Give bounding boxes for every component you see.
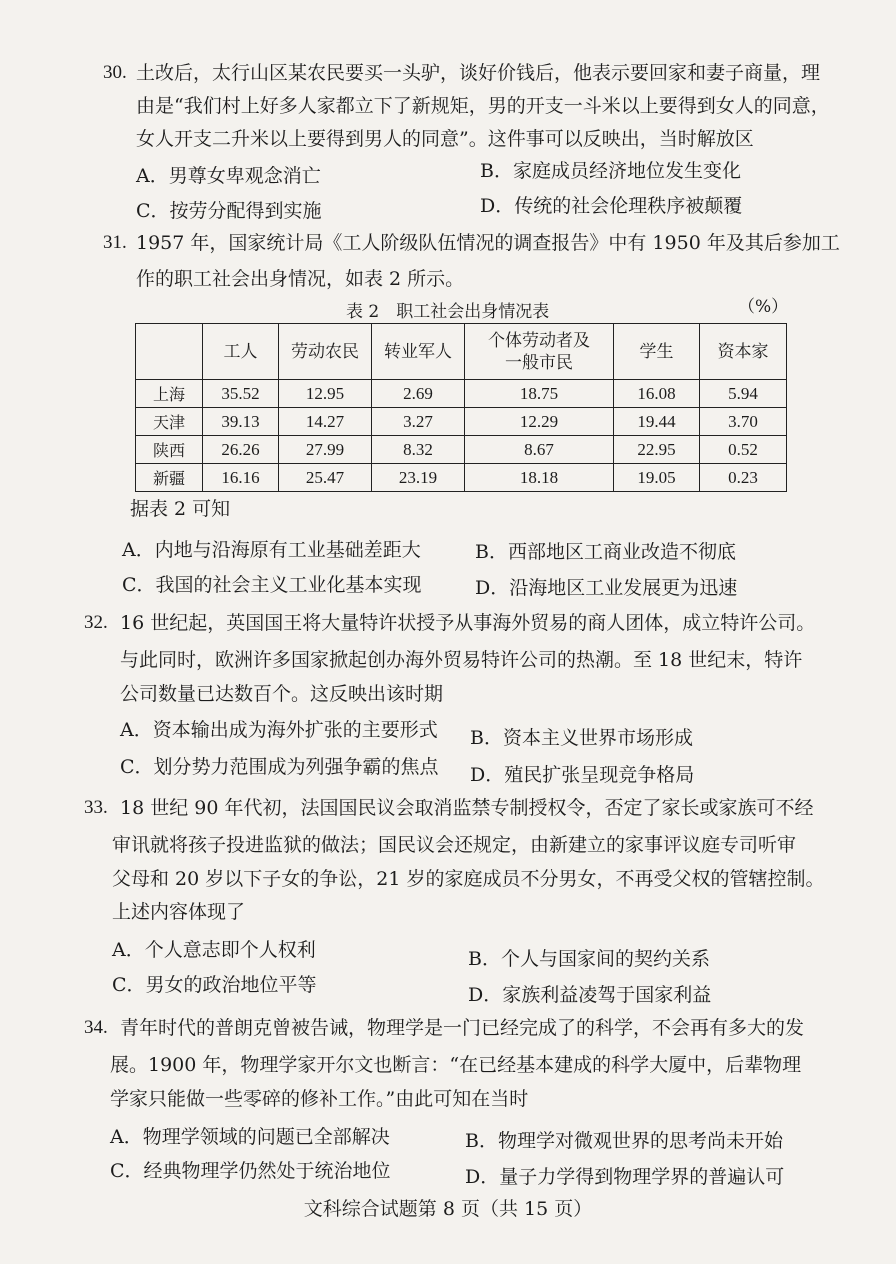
question-text-line: 青年时代的普朗克曾被告诫，物理学是一门已经完成了的科学，不会再有多大的发 [120, 1017, 805, 1039]
table-cell: 23.19 [372, 464, 465, 492]
table-cell: 8.67 [465, 436, 614, 464]
option-b: B．物理学对微观世界的思考尚未开始 [465, 1130, 783, 1152]
question-number: 30. [103, 62, 127, 83]
option-b: B．个人与国家间的契约关系 [468, 948, 710, 970]
question-text-line: 18 世纪 90 年代初，法国国民议会取消监禁专制授权令，否定了家长或家族可不经 [120, 797, 814, 819]
table-row-header: 新疆 [136, 464, 203, 492]
table-unit: （%） [738, 297, 789, 317]
table-cell: 12.29 [465, 408, 614, 436]
question-text-line: 与此同时，欧洲许多国家掀起创办海外贸易特许公司的热潮。至 18 世纪末，特许 [120, 649, 803, 671]
option-d: D．量子力学得到物理学界的普遍认可 [465, 1166, 785, 1188]
option-a: A．物理学领域的问题已全部解决 [110, 1126, 390, 1148]
table-row-header: 天津 [136, 408, 203, 436]
option-a: A．内地与沿海原有工业基础差距大 [122, 539, 421, 561]
option-d: D．家族利益凌驾于国家利益 [468, 984, 712, 1006]
option-d: D．沿海地区工业发展更为迅速 [475, 577, 738, 599]
table-cell: 18.18 [465, 464, 614, 492]
table-header-line: 个体劳动者及 [488, 330, 590, 351]
table-cell: 16.08 [614, 380, 700, 408]
question-text-line: 由是“我们村上好多人家都立下了新规矩，男的开支一斗米以上要得到女人的同意， [136, 95, 830, 117]
question-text-line: 展。1900 年，物理学家开尔文也断言：“在已经基本建成的科学大厦中，后辈物理 [110, 1054, 802, 1076]
table-row [136, 380, 787, 408]
table-header-cell [136, 324, 203, 380]
option-d: D．传统的社会伦理秩序被颠覆 [480, 195, 743, 217]
option-c: C．我国的社会主义工业化基本实现 [122, 574, 422, 596]
table-header-line: 一般市民 [505, 352, 573, 373]
question-text-line: 16 世纪起，英国国王将大量特许状授予从事海外贸易的商人团体，成立特许公司。 [120, 612, 816, 634]
question-number: 32. [84, 612, 108, 633]
table-caption: 表 2 职工社会出身情况表 [346, 302, 550, 322]
table-cell: 0.52 [700, 436, 787, 464]
question-number: 31. [103, 232, 127, 253]
table-cell: 27.99 [279, 436, 372, 464]
option-b: B．西部地区工商业改造不彻底 [475, 541, 736, 563]
question-number: 34. [84, 1017, 108, 1038]
table-cell: 5.94 [700, 380, 787, 408]
table-cell: 39.13 [203, 408, 279, 436]
table-cell: 19.44 [614, 408, 700, 436]
table-cell: 14.27 [279, 408, 372, 436]
table-header-cell [465, 324, 614, 380]
table-cell: 12.95 [279, 380, 372, 408]
table-cell: 22.95 [614, 436, 700, 464]
option-b: B．家庭成员经济地位发生变化 [480, 160, 741, 182]
option-a: A．男尊女卑观念消亡 [136, 165, 321, 187]
table-row [136, 436, 787, 464]
table-header-cell: 学生 [614, 324, 700, 380]
table-cell: 25.47 [279, 464, 372, 492]
table-cell: 16.16 [203, 464, 279, 492]
question-text-line: 上述内容体现了 [112, 901, 246, 923]
origin-table [135, 323, 787, 492]
table-cell: 0.23 [700, 464, 787, 492]
question-text-line: 公司数量已达数百个。这反映出该时期 [120, 683, 444, 705]
table-header-row [136, 324, 787, 380]
table-cell: 18.75 [465, 380, 614, 408]
option-c: C．经典物理学仍然处于统治地位 [110, 1160, 391, 1182]
option-a: A．资本输出成为海外扩张的主要形式 [120, 719, 438, 741]
question-text-line: 作的职工社会出身情况，如表 2 所示。 [136, 268, 465, 290]
option-d: D．殖民扩张呈现竞争格局 [470, 764, 695, 786]
question-text-line: 学家只能做一些零碎的修补工作。”由此可知在当时 [110, 1088, 529, 1110]
table-row-header: 陕西 [136, 436, 203, 464]
table-cell: 8.32 [372, 436, 465, 464]
table-cell: 3.70 [700, 408, 787, 436]
option-c: C．男女的政治地位平等 [112, 974, 317, 996]
question-number: 33. [84, 797, 108, 818]
option-b: B．资本主义世界市场形成 [470, 727, 693, 749]
table-header-cell: 资本家 [700, 324, 787, 380]
table-cell: 26.26 [203, 436, 279, 464]
question-text-line: 1957 年，国家统计局《工人阶级队伍情况的调查报告》中有 1950 年及其后参加工 [136, 232, 840, 254]
table-cell: 19.05 [614, 464, 700, 492]
table-cell: 35.52 [203, 380, 279, 408]
table-prompt: 据表 2 可知 [130, 498, 231, 520]
table-row [136, 408, 787, 436]
option-c: C．按劳分配得到实施 [136, 200, 322, 222]
table-cell: 3.27 [372, 408, 465, 436]
question-text-line: 女人开支二升米以上要得到男人的同意”。这件事可以反映出，当时解放区 [136, 128, 754, 150]
question-text-line: 土改后，太行山区某农民要买一头驴，谈好价钱后，他表示要回家和妻子商量，理 [136, 62, 821, 84]
question-text-line: 父母和 20 岁以下子女的争讼，21 岁的家庭成员不分男女，不再受父权的管辖控制。 [112, 868, 825, 890]
table-row-header: 上海 [136, 380, 203, 408]
table-header-cell: 劳动农民 [279, 324, 372, 380]
table-header-cell: 转业军人 [372, 324, 465, 380]
table-cell: 2.69 [372, 380, 465, 408]
page-footer: 文科综合试题第 8 页（共 15 页） [303, 1198, 593, 1220]
option-c: C．划分势力范围成为列强争霸的焦点 [120, 756, 439, 778]
question-text-line: 审讯就将孩子投进监狱的做法；国民议会还规定，由新建立的家事评议庭专司听审 [112, 834, 797, 856]
table-header-cell: 工人 [203, 324, 279, 380]
option-a: A．个人意志即个人权利 [112, 939, 316, 961]
table-row [136, 464, 787, 492]
